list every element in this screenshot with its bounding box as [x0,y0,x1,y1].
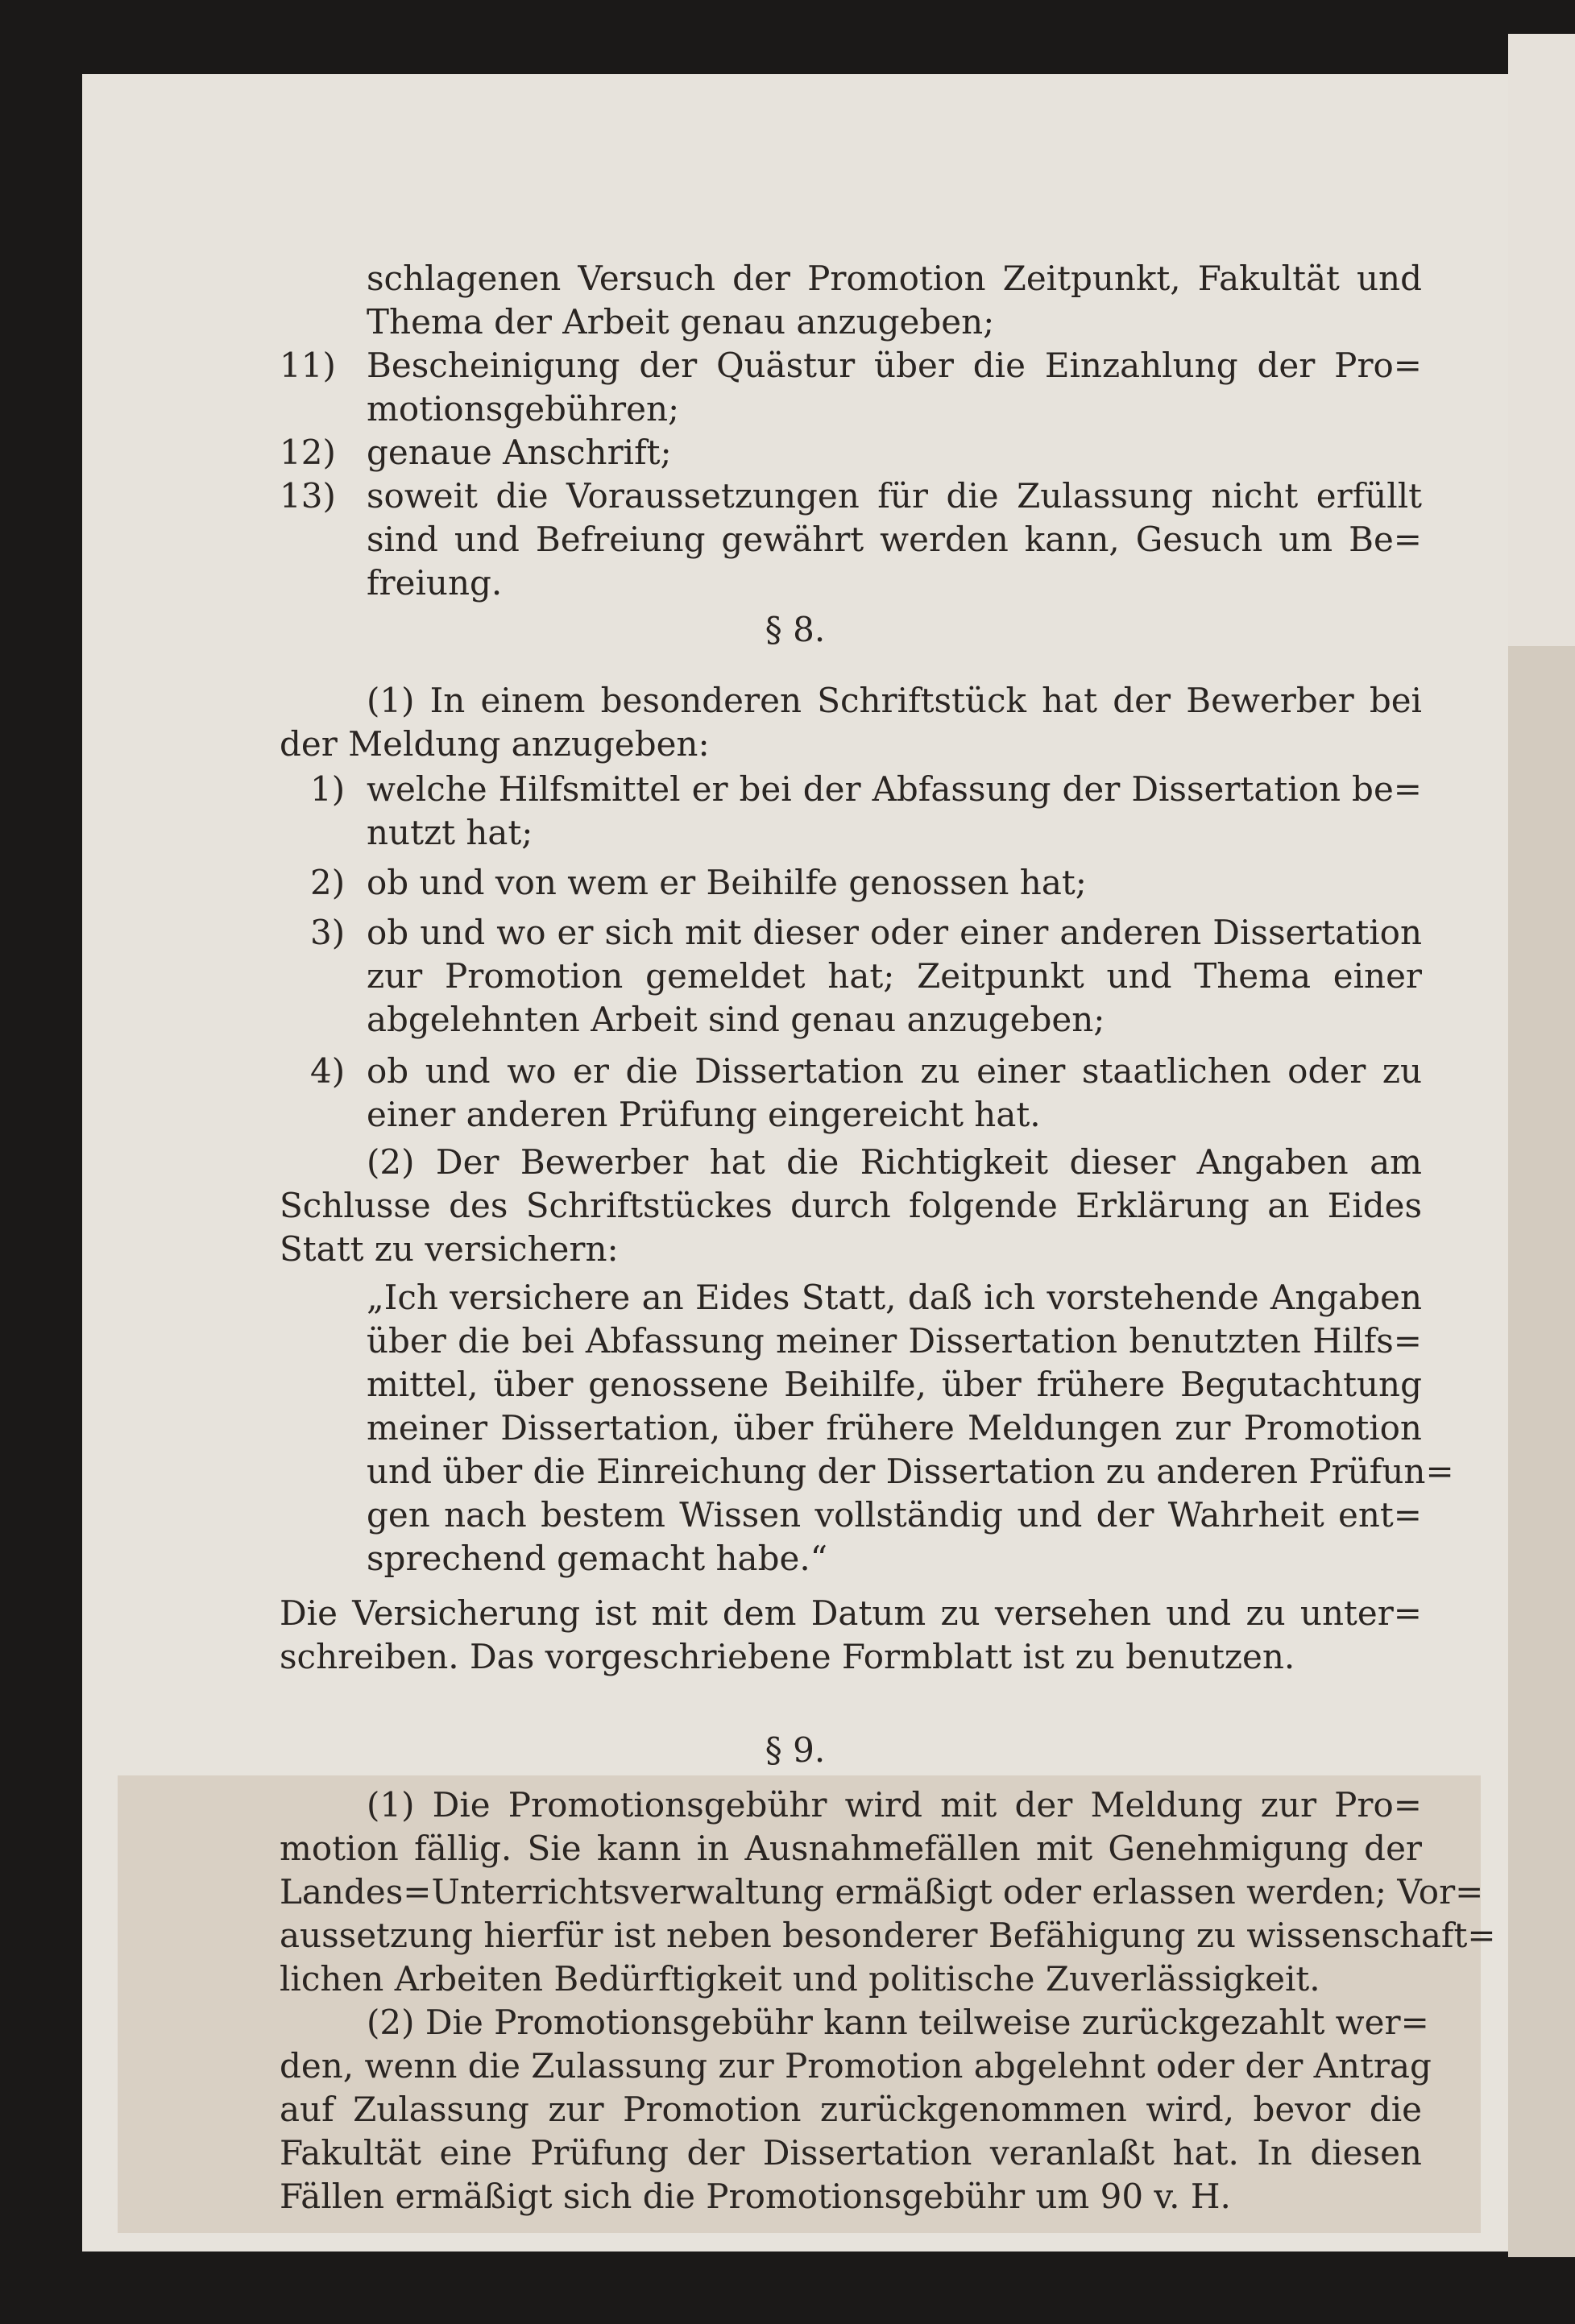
list-number: 3) [310,913,346,952]
text-line: schreiben. Das vorgeschriebene Formblatt ist zu benutzen. [280,1637,1295,1676]
text-line: der Meldung anzugeben: [280,724,710,764]
text-line: motionsgebühren; [367,389,680,429]
text-line: Fakultät eine Prüfung der Dissertation veranlaßt hat. In diesen [280,2133,1422,2173]
text-line: (2) Die Promotionsgebühr kann teilweise zurückgezahlt wer= [367,2003,1429,2042]
text-line: schlagenen Versuch der Promotion Zeitpunkt, Fakultät und [367,259,1422,298]
text-line: aussetzung hierfür ist neben besonderer Befähigung zu wissenschaft= [280,1916,1496,1955]
list-number: 2) [310,863,346,902]
quote-line: meiner Dissertation, über frühere Meldungen zur Promotion [367,1408,1422,1448]
list-number: 12) [280,433,336,472]
quote-line: sprechend gemacht habe.“ [367,1539,828,1578]
text-line: soweit die Voraussetzungen für die Zulassung nicht erfüllt [367,476,1422,516]
text-line: (1) Die Promotionsgebühr wird mit der Meldung zur Pro= [367,1785,1422,1825]
text-line: Thema der Arbeit genau anzugeben; [367,302,995,342]
text-line: einer anderen Prüfung eingereicht hat. [367,1095,1041,1134]
quote-line: „Ich versichere an Eides Statt, daß ich vorstehende Angaben [367,1278,1422,1317]
page-text [82,74,1508,2252]
text-line: sind und Befreiung gewährt werden kann, Gesuch um Be= [367,520,1422,559]
text-line: Statt zu versichern: [280,1229,619,1269]
quote-line: und über die Einreichung der Dissertation zu anderen Prüfun= [367,1452,1454,1491]
section-heading: § 9. [765,1730,826,1770]
document-page [82,74,1508,2252]
text-line: Fällen ermäßigt sich die Promotionsgebühr um 90 v. H. [280,2177,1231,2216]
list-number: 11) [280,346,336,385]
text-line: ob und von wem er Beihilfe genossen hat; [367,863,1087,902]
text-line: ob und wo er sich mit dieser oder einer anderen Dissertation [367,913,1422,952]
text-line: nutzt hat; [367,813,533,852]
list-number: 1) [310,769,346,809]
text-line: freiung. [367,563,503,603]
quote-line: gen nach bestem Wissen vollständig und der Wahrheit ent= [367,1495,1422,1535]
section-heading: § 8. [765,610,826,649]
text-line: Die Versicherung ist mit dem Datum zu versehen und zu unter= [280,1593,1422,1633]
text-line: (1) In einem besonderen Schriftstück hat der Bewerber bei [367,681,1422,720]
text-line: Schlusse des Schriftstückes durch folgende Erklärung an Eides [280,1186,1422,1225]
text-line: abgelehnten Arbeit sind genau anzugeben; [367,1000,1105,1039]
list-number: 4) [310,1051,346,1091]
text-line: auf Zulassung zur Promotion zurückgenommen wird, bevor die [280,2090,1422,2129]
text-line: zur Promotion gemeldet hat; Zeitpunkt und Thema einer [367,956,1422,996]
text-line: Bescheinigung der Quästur über die Einzahlung der Pro= [367,346,1422,385]
text-line: (2) Der Bewerber hat die Richtigkeit dieser Angaben am [367,1142,1422,1182]
quote-line: mittel, über genossene Beihilfe, über frühere Begutachtung [367,1365,1422,1404]
list-number: 13) [280,476,336,516]
text-line: genaue Anschrift; [367,433,672,472]
text-line: Landes=Unterrichtsverwaltung ermäßigt oder erlassen werden; Vor= [280,1872,1484,1912]
text-line: welche Hilfsmittel er bei der Abfassung der Dissertation be= [367,769,1422,809]
text-line: den, wenn die Zulassung zur Promotion abgelehnt oder der Antrag [280,2046,1432,2086]
text-line: lichen Arbeiten Bedürftigkeit und politische Zuverlässigkeit. [280,1959,1320,1999]
adjacent-page-shade [1508,34,1575,646]
text-line: ob und wo er die Dissertation zu einer staatlichen oder zu [367,1051,1422,1091]
text-line: motion fällig. Sie kann in Ausnahmefällen mit Genehmigung der [280,1829,1422,1868]
quote-line: über die bei Abfassung meiner Dissertation benutzten Hilfs= [367,1321,1422,1361]
